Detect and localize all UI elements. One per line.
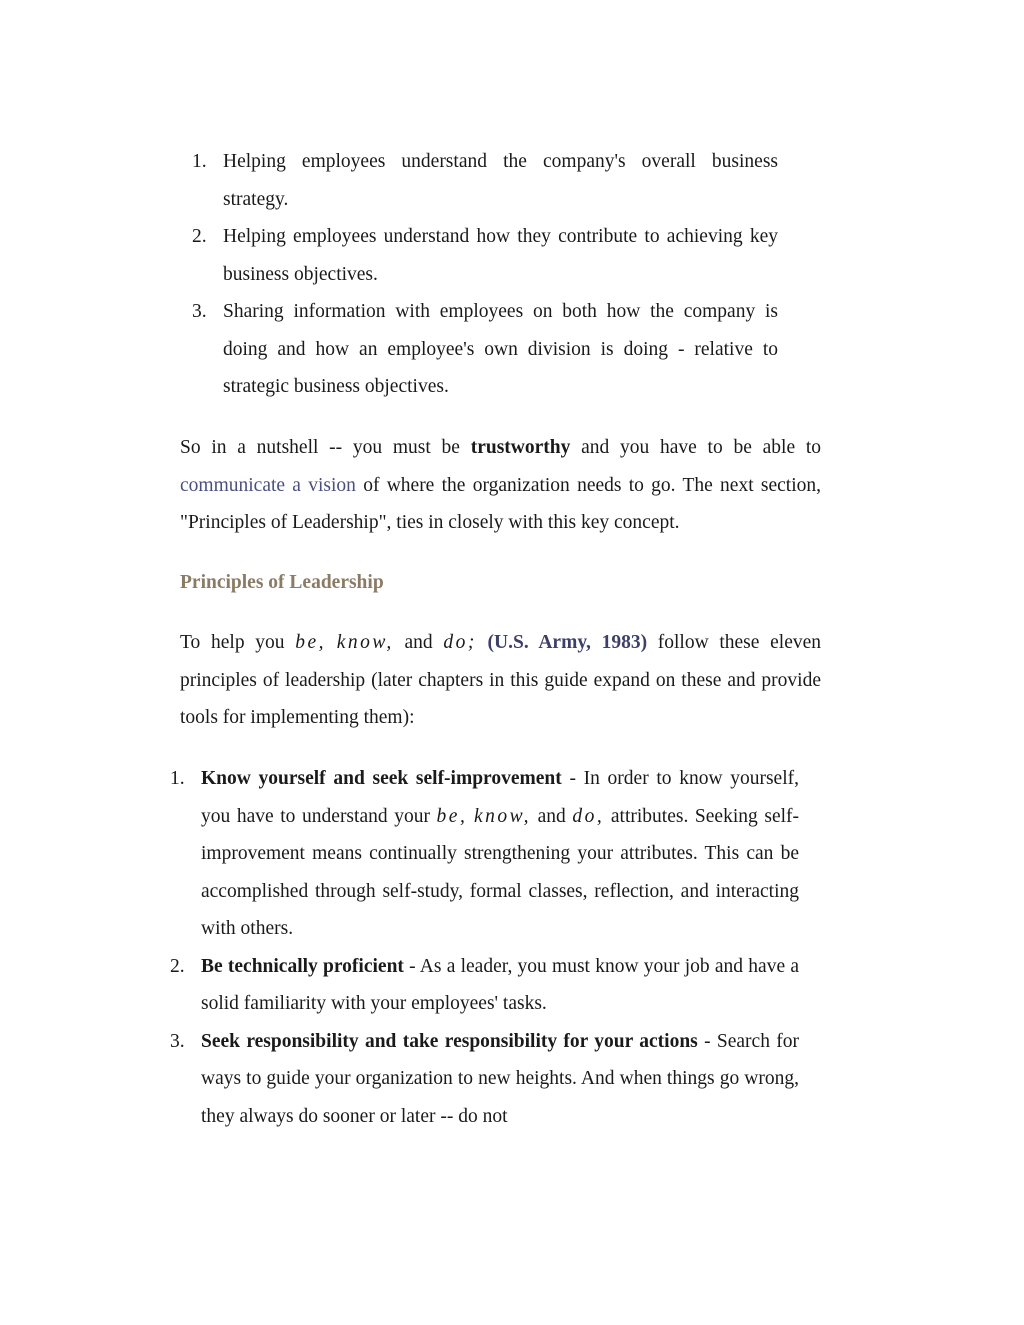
- to-help-text: and: [393, 632, 444, 653]
- principle-text: - As a leader, you must know your job and have a solid familiarity with your employees' tasks.: [201, 955, 799, 1014]
- principle-text: - Search for ways to guide your organization to new heights. And when things go wrong, they always do sooner or later -- do not: [201, 1030, 799, 1127]
- principle-text: and: [531, 805, 573, 827]
- list-number: 2.: [170, 955, 185, 977]
- spacer: [477, 632, 488, 653]
- know-term: know,: [336, 632, 394, 653]
- principle-text: - In order to know yourself, you have to understand your: [201, 768, 799, 827]
- list-number: 2.: [192, 226, 207, 247]
- section-heading: Principles of Leadership: [180, 572, 384, 593]
- principle-item: [170, 760, 799, 948]
- intro-list: [180, 143, 778, 406]
- principle-title: Be technically proficient: [201, 955, 404, 977]
- to-help-paragraph: [180, 624, 821, 737]
- list-number: 3.: [192, 301, 207, 322]
- list-number: 1.: [192, 151, 207, 172]
- know-term: know,: [473, 805, 532, 827]
- principle-item: [170, 1023, 799, 1136]
- citation: (U.S. Army, 1983): [487, 632, 648, 653]
- do-term: do,: [572, 805, 605, 827]
- list-item: [180, 143, 778, 218]
- do-term: do;: [443, 632, 477, 653]
- to-help-text: To help you: [180, 632, 296, 653]
- principle-title: Know yourself and seek self-improvement: [201, 768, 562, 789]
- nutshell-text: and you have to be able to: [570, 437, 822, 458]
- principles-list: [170, 760, 799, 1135]
- list-item: [180, 218, 778, 293]
- nutshell-bold-word: trustworthy: [470, 437, 571, 458]
- principle-text: attributes. Seeking self-improvement means continually strengthening your attributes. This can be accomplished through self-study, formal classes, reflection, and interacting with others.: [201, 805, 799, 939]
- spacer: [326, 632, 337, 653]
- list-item: [180, 293, 778, 406]
- list-item-text: Helping employees understand the company's overall business strategy.: [223, 151, 778, 210]
- be-term: be,: [295, 632, 326, 653]
- principle-item: [170, 948, 799, 1023]
- communicate-vision-link[interactable]: communicate a vision: [180, 474, 356, 496]
- list-item-text: Helping employees understand how they contribute to achieving key business objectives.: [223, 226, 778, 285]
- principle-title: Seek responsibility and take responsibility for your actions: [201, 1030, 698, 1052]
- be-term: be,: [436, 805, 468, 827]
- list-item-text: Sharing information with employees on both how the company is doing and how an employee's own division is doing - relative to strategic business objectives.: [223, 301, 778, 397]
- nutshell-text: of where the organization needs to go. The next section, "Principles of Leadership", ties in closely with this key concept.: [180, 474, 822, 533]
- list-number: 1.: [170, 768, 185, 789]
- to-help-text: follow these eleven principles of leadership (later chapters in this guide expand on these and provide tools for implementing them):: [180, 632, 822, 728]
- nutshell-text: So in a nutshell -- you must be: [180, 437, 471, 458]
- list-number: 3.: [170, 1030, 185, 1052]
- nutshell-paragraph: [180, 429, 821, 542]
